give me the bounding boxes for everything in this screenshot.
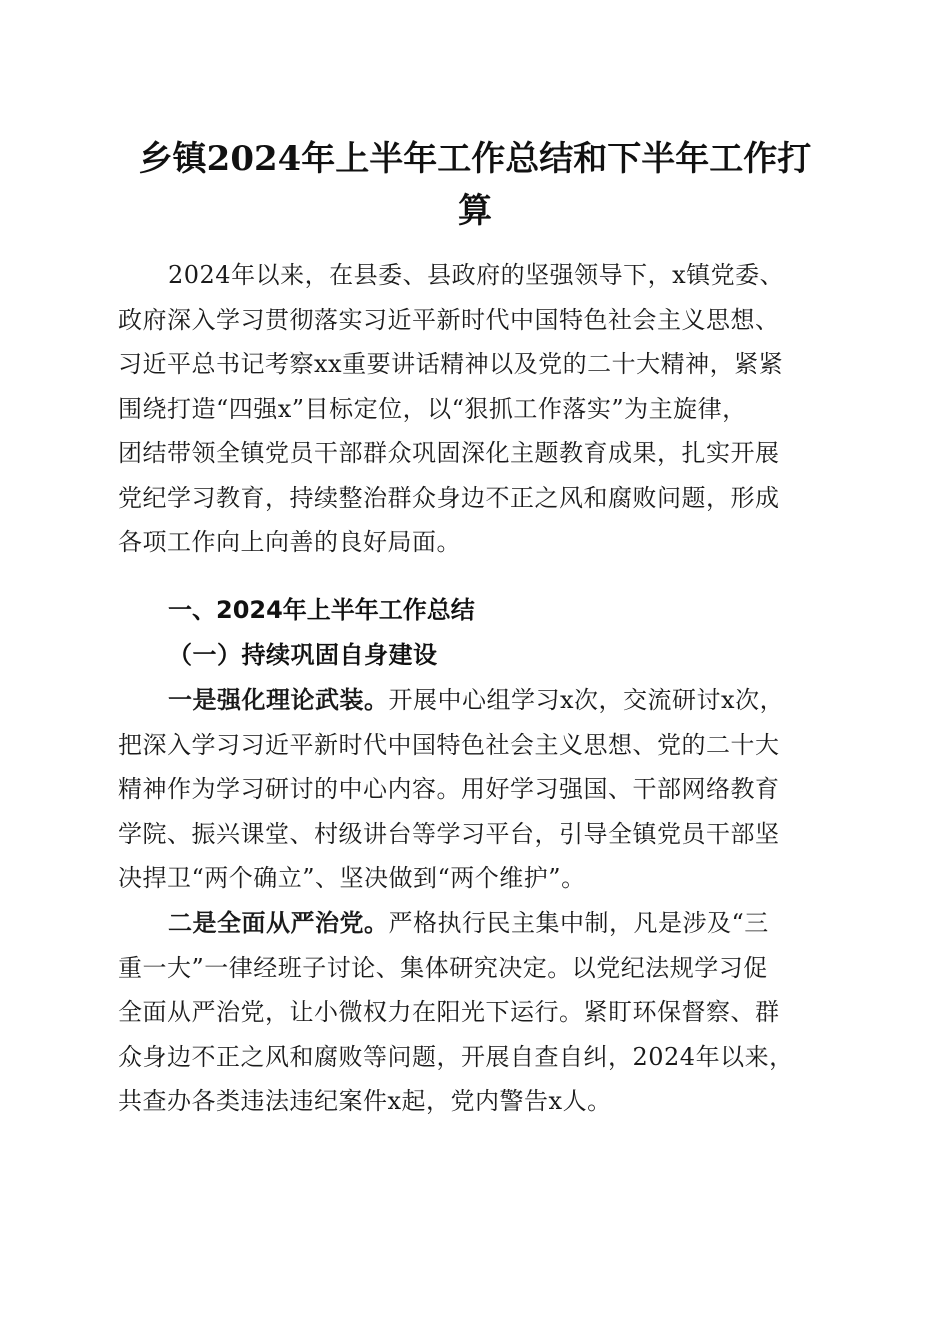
- paragraph-text: 开展中心组学习x次，交流研讨x次，: [388, 686, 785, 714]
- document-title: [95, 133, 855, 237]
- paragraph-line: 决捍卫“两个确立”、坚决做到“两个维护”。: [118, 864, 586, 892]
- intro-paragraph: [118, 253, 838, 565]
- paragraph-line: 2024年以来，在县委、县政府的坚强领导下，x镇党委、: [168, 261, 785, 289]
- paragraph-text: 严格执行民主集中制，凡是涉及“三: [388, 909, 769, 937]
- paragraph-discipline: [118, 901, 838, 1124]
- subsection-heading: （一）持续巩固自身建设: [168, 640, 438, 669]
- paragraph-line: [118, 901, 838, 946]
- paragraph-line: 精神作为学习研讨的中心内容。用好学习强国、干部网络教育: [118, 775, 780, 803]
- paragraph-lead: 一是强化理论武装。: [168, 685, 389, 714]
- paragraph-line: 党纪学习教育，持续整治群众身边不正之风和腐败问题，形成: [118, 483, 780, 512]
- paragraph-line: 政府深入学习贯彻落实习近平新时代中国特色社会主义思想、: [118, 305, 780, 334]
- paragraph-line: 团结带领全镇党员干部群众巩固深化主题教育成果，扎实开展: [118, 439, 780, 467]
- paragraph-line: 把深入学习习近平新时代中国特色社会主义思想、党的二十大: [118, 730, 780, 759]
- paragraph-line: 重一大”一律经班子讨论、集体研究决定。以党纪法规学习促: [118, 953, 768, 982]
- paragraph-line: [118, 678, 838, 723]
- paragraph-theory: [118, 678, 838, 901]
- paragraph-line: 习近平总书记考察xx重要讲话精神以及党的二十大精神，紧紧: [118, 350, 784, 378]
- paragraph-lead: 二是全面从严治党。: [168, 908, 389, 937]
- paragraph-line: 共查办各类违法违纪案件x起，党内警告x人。: [118, 1087, 612, 1115]
- paragraph-line: 学院、振兴课堂、村级讲台等学习平台，引导全镇党员干部坚: [118, 819, 780, 848]
- paragraph-line: 各项工作向上向善的良好局面。: [118, 528, 461, 556]
- paragraph-line: 众身边不正之风和腐败等问题，开展自查自纠，2024年以来，: [118, 1042, 794, 1071]
- paragraph-line: 全面从严治党，让小微权力在阳光下运行。紧盯环保督察、群: [118, 998, 780, 1026]
- section-heading: 一、2024年上半年工作总结: [168, 596, 475, 624]
- paragraph-line: 围绕打造“四强x”目标定位，以“狠抓工作落实”为主旋律，: [118, 394, 747, 423]
- title-line: 算: [458, 191, 492, 231]
- title-line: 乡镇2024年上半年工作总结和下半年工作打: [138, 139, 812, 179]
